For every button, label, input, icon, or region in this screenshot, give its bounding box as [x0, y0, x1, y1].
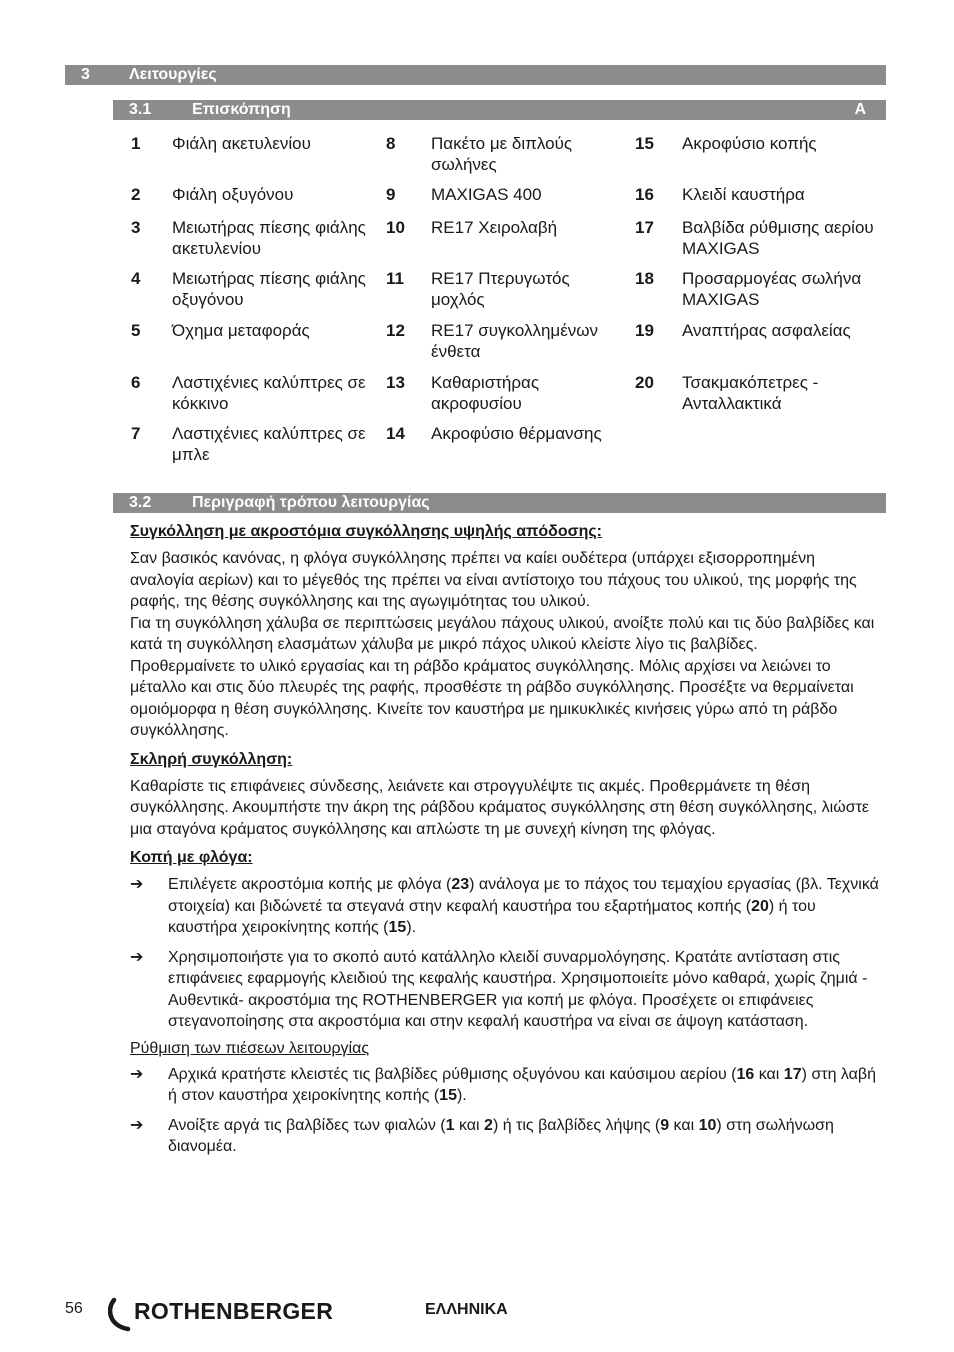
part-ref: 16: [736, 1065, 755, 1083]
part-label: Προσαρμογέας σωλήνα MAXIGAS: [682, 269, 862, 309]
part-number: 14: [386, 424, 405, 443]
step-text: ).: [456, 1087, 467, 1104]
pressure-step: [130, 1064, 880, 1107]
step-text: Αρχικά κρατήστε κλειστές τις βαλβίδες ρύθμισης οξυγόνου και καύσιμου αερίου (: [168, 1065, 737, 1083]
part-label: RE17 Χειρολαβή: [431, 218, 558, 237]
page-footer: [0, 1296, 954, 1336]
part-number: 8: [386, 134, 396, 153]
part-label: Λαστιχένιες καλύπτρες σε κόκκινο: [172, 373, 366, 413]
part-label: Κλειδί καυστήρα: [682, 185, 805, 204]
part-number: 12: [386, 321, 405, 340]
figure-tag: A: [854, 101, 866, 118]
part-label: Ακροφύσιο θέρμανσης: [431, 424, 602, 443]
brazing-paragraph: Καθαρίστε τις επιφάνειες σύνδεσης, λειάνετε και στρογγυλέψτε τις ακμές. Προθερμάνετε τη θέση συγκόλλησης. Ακουμπήστε την άκρη της ράβδου κράματος συγκόλλησης στη θέση συγκόλλησης, λιώστε μια σταγόνα κράματος συγκόλλησης και απλώστε τη με συνεχή κίνηση της φλόγας.: [130, 777, 870, 838]
step-text: Χρησιμοποιήστε για το σκοπό αυτό κατάλληλο κλειδί συναρμολόγησης. Κρατάτε αντίσταση στις επιφάνειες εφαρμογής κλειδιού της κεφαλής καυστήρα. Χρησιμοποιείτε μόνο καθαρά, χωρίς ζημιά - Αυθεντικά- ακροστόμια της ROTHENBERGER για κοπή με φλόγα. Προσέχετε οι επιφάνειες στεγανοποίησης στα ακροστόμια και στην κεφαλή καυστήρα να είναι σε άψογη κατάσταση.: [168, 948, 868, 1030]
pressure-step: [130, 1115, 880, 1158]
part-label: Μειωτήρας πίεσης φιάλης ακετυλενίου: [172, 218, 366, 258]
part-ref: 9: [660, 1116, 670, 1134]
brand-name: ROTHENBERGER: [134, 1298, 334, 1324]
step-text: και: [454, 1116, 485, 1134]
part-label: Βαλβίδα ρύθμισης αερίου MAXIGAS: [682, 218, 874, 258]
part-number: 3: [131, 218, 141, 237]
part-number: 5: [131, 321, 141, 340]
step-text: και: [754, 1065, 784, 1083]
section-title: Επισκόπηση: [192, 101, 291, 118]
part-label: Πακέτο με διπλούς σωλήνες: [431, 134, 573, 174]
step-text: ) στη λαβή ή στον καυστήρα χειροκίνητης κοπής (: [168, 1065, 877, 1104]
cutting-heading: Κοπή με φλόγα:: [130, 849, 253, 866]
part-number: 4: [131, 269, 141, 288]
cutting-step: [130, 947, 880, 1033]
part-number: 11: [386, 269, 404, 288]
part-ref: 1: [445, 1116, 455, 1134]
step-text: ) ή του καυστήρα χειροκίνητης κοπής (: [168, 897, 816, 936]
part-number: 19: [635, 321, 654, 340]
step-text: και: [669, 1116, 699, 1134]
part-label: Αναπτήρας ασφαλείας: [682, 321, 851, 340]
welding-paragraph: Προθερμαίνετε το υλικό εργασίας και τη ράβδο κράματος συγκόλλησης. Μόλις αρχίσει να λειώνει το μέταλλο και στις δύο πλευρές της ραφής, προσθέστε τη ράβδο συγκόλλησης. Προσέξτε να θερμαίνεται ομοιόμορφα η θέση συγκόλλησης. Κινείτε τον καυστήρα με ημικυκλικές κινήσεις γύρω από τη ράβδο συγκόλλησης.: [130, 657, 854, 739]
step-text: ).: [406, 919, 417, 936]
section-number: 3.1: [129, 101, 152, 118]
part-number: 18: [635, 269, 654, 288]
part-number: 10: [386, 218, 405, 237]
step-text: ) ή τις βαλβίδες λήψης (: [492, 1116, 661, 1134]
arrow-right-icon: ➔: [130, 876, 144, 893]
section-3-1-header: [113, 100, 886, 120]
operation-description: [130, 522, 880, 1166]
part-ref: 15: [388, 919, 407, 936]
part-label: Φιάλη ακετυλενίου: [172, 134, 311, 153]
section-number: 3.2: [129, 494, 152, 511]
part-number: 6: [131, 373, 141, 392]
part-ref: 2: [484, 1116, 493, 1134]
part-ref: 17: [783, 1065, 802, 1083]
section-title: Περιγραφή τρόπου λειτουργίας: [192, 494, 430, 511]
part-label: RE17 Πτερυγωτός μοχλός: [431, 269, 570, 309]
step-text: Επιλέγετε ακροστόμια κοπής με φλόγα (: [168, 876, 452, 893]
welding-paragraph: Σαν βασικός κανόνας, η φλόγα συγκόλλησης πρέπει να καίει ουδέτερα (υπάρχει εξισορροπημένη αναλογία αερίων) και το μέγεθός της πρέπει να είναι αντίστοιχο του πάχους του υλικού, της μορφής της ραφής, της θέσης συγκόλλησης και της αγωγιμότητας του υλικού.: [130, 550, 857, 610]
part-number: 15: [635, 134, 654, 153]
page-number: 56: [65, 1300, 83, 1317]
part-label: MAXIGAS 400: [431, 185, 542, 204]
part-ref: 23: [451, 876, 470, 893]
part-ref: 10: [698, 1116, 717, 1134]
part-number: 1: [131, 134, 141, 153]
part-number: 13: [386, 373, 405, 392]
step-text: ) στη σωλήνωση διανομέα.: [168, 1116, 834, 1155]
part-number: 7: [131, 424, 141, 443]
part-number: 17: [635, 218, 654, 237]
welding-heading: Συγκόλληση με ακροστόμια συγκόλλησης υψηλής απόδοσης:: [130, 523, 602, 540]
part-label: Φιάλη οξυγόνου: [172, 185, 294, 204]
welding-paragraph: Για τη συγκόλληση χάλυβα σε περιπτώσεις μεγάλου πάχους υλικού, ανοίξτε πολύ και τις δύο βαλβίδες και κατά τη συγκόλληση ελασμάτων χάλυβα με μικρό πάχος υλικού κλείστε λίγο τις βαλβίδες.: [130, 614, 875, 653]
part-number: 20: [635, 373, 654, 392]
section-title: Λειτουργίες: [129, 66, 217, 83]
cutting-step: [130, 874, 880, 939]
step-text: ) ανάλογα με το πάχος του τεμαχίου εργασίας (βλ. Τεχνικά στοιχεία) και βιδώνετέ τα στεγανά στην κεφαλή καυστήρα του εξαρτήματος κοπής (: [168, 876, 879, 915]
part-label: Όχημα μεταφοράς: [172, 321, 310, 340]
part-label: Καθαριστήρας ακροφυσίου: [431, 373, 540, 413]
part-number: 9: [386, 185, 396, 204]
part-label: RE17 συγκολλημένων ένθετα: [431, 321, 599, 361]
section-number: 3: [81, 66, 90, 83]
part-label: Τσακμακόπετρες - Ανταλλακτικά: [682, 373, 819, 413]
part-number: 16: [635, 185, 654, 204]
part-number: 2: [131, 185, 141, 204]
part-label: Μειωτήρας πίεσης φιάλης οξυγόνου: [172, 269, 366, 309]
part-ref: 20: [751, 897, 769, 915]
pressure-heading: Ρύθμιση των πιέσεων λειτουργίας: [130, 1039, 370, 1057]
part-ref: 15: [439, 1087, 457, 1104]
section-3-2-header: [113, 493, 886, 513]
step-text: Ανοίξτε αργά τις βαλβίδες των φιαλών (: [168, 1116, 446, 1134]
language-label: ΕΛΛΗΝΙΚΑ: [425, 1301, 508, 1318]
brazing-heading: Σκληρή συγκόλληση:: [130, 750, 293, 768]
part-label: Λαστιχένιες καλύπτρες σε μπλε: [172, 424, 366, 464]
section-3-header: [65, 65, 886, 85]
arrow-right-icon: ➔: [130, 1065, 144, 1083]
arrow-right-icon: ➔: [130, 948, 144, 966]
part-label: Ακροφύσιο κοπής: [682, 134, 817, 153]
arrow-right-icon: ➔: [130, 1116, 144, 1134]
